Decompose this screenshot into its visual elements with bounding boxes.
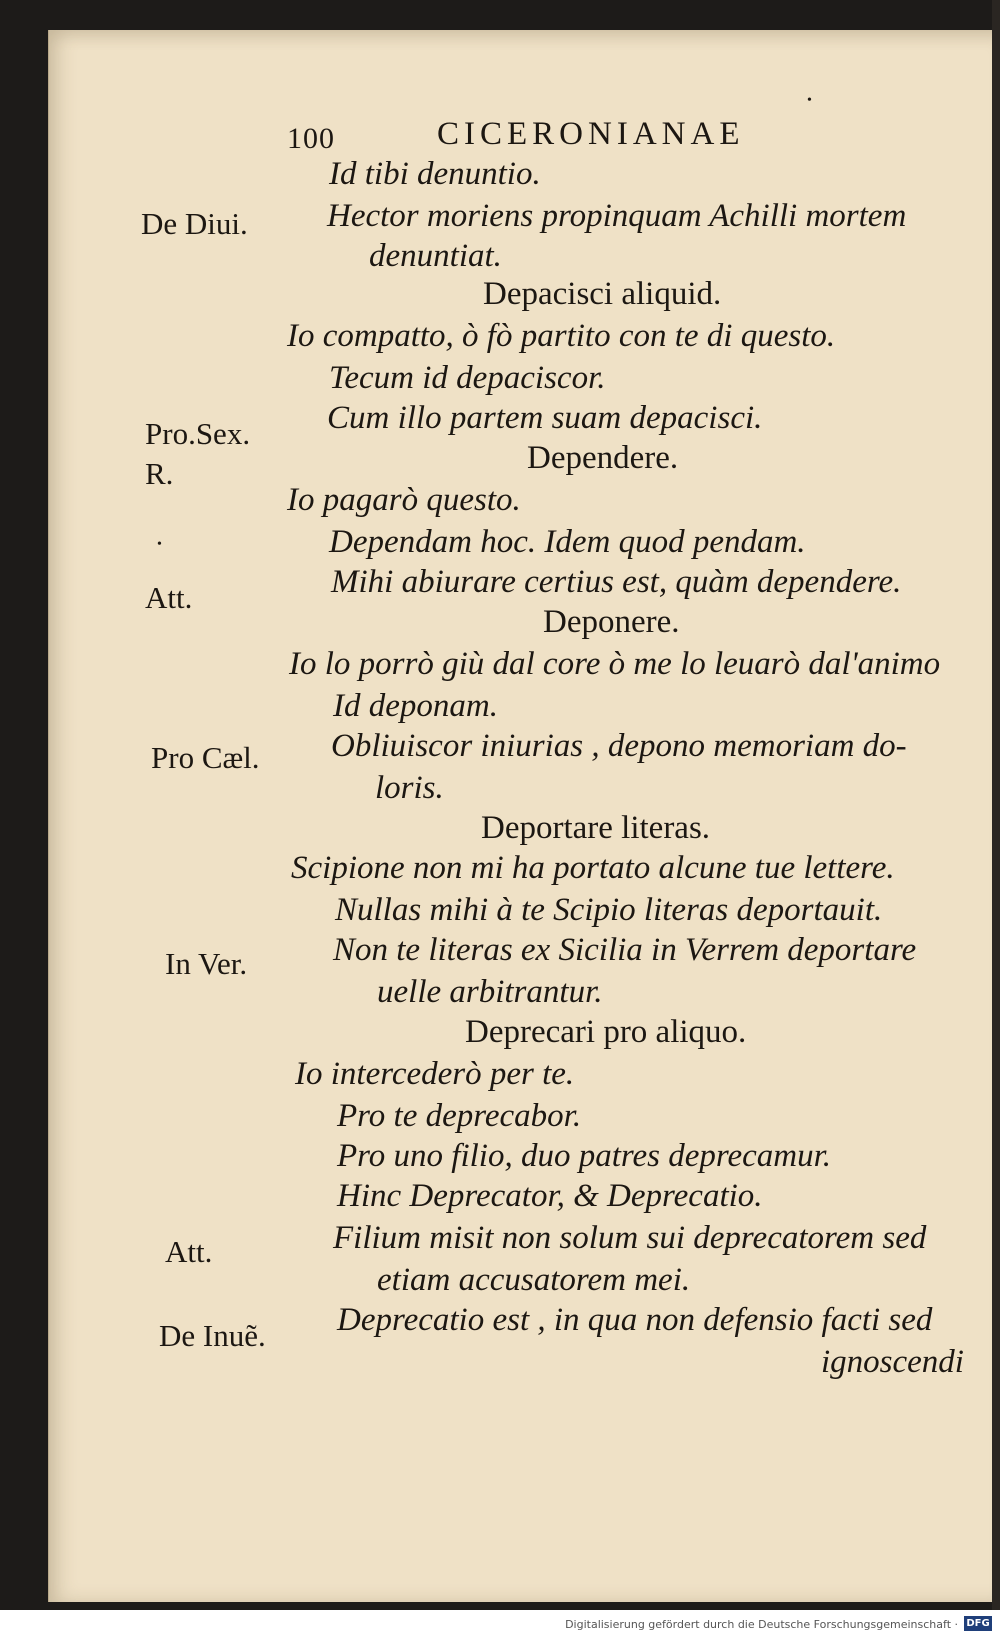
- text-line: denuntiat.: [369, 238, 502, 274]
- ink-speck: •: [807, 93, 812, 108]
- text-line: Hinc Deprecator, & Deprecatio.: [337, 1178, 763, 1214]
- section-heading: Deportare literas.: [481, 810, 711, 846]
- margin-note: De Diui.: [141, 206, 248, 241]
- margin-note: In Ver.: [165, 946, 248, 981]
- text-line: loris.: [375, 770, 444, 806]
- text-line: Non te literas ex Sicilia in Verrem deportare: [333, 932, 917, 968]
- text-line: Id tibi denuntio.: [329, 156, 541, 192]
- text-line: uelle arbitrantur.: [377, 974, 603, 1010]
- page-number: 100: [287, 122, 335, 155]
- text-line: Obliuiscor iniurias , depono memoriam do-: [331, 728, 907, 764]
- page-edge: [992, 0, 1000, 1610]
- text-line: Io lo porrò giù dal core ò me lo leuarò dal'animo: [289, 646, 941, 682]
- text-line: Io intercederò per te.: [295, 1056, 575, 1092]
- text-line: Scipione non mi ha portato alcune tue lettere.: [291, 850, 895, 886]
- text-line: Pro uno filio, duo patres deprecamur.: [337, 1138, 832, 1174]
- margin-note: De Inuẽ.: [159, 1318, 266, 1353]
- text-line: Filium misit non solum sui deprecatorem sed: [333, 1220, 927, 1256]
- text-line: etiam accusatorem mei.: [377, 1262, 691, 1298]
- section-heading: Depacisci aliquid.: [483, 276, 722, 312]
- footer-bar: [0, 1610, 1000, 1638]
- text-line: Mihi abiurare certius est, quàm dependere.: [331, 564, 902, 600]
- text-line: Hector moriens propinquam Achilli mortem: [327, 198, 907, 234]
- running-title: CICERONIANAE: [437, 116, 745, 152]
- text-line: Io compatto, ò fò partito con te di questo.: [287, 318, 836, 354]
- text-line: Pro te deprecabor.: [337, 1098, 582, 1134]
- text-line: Deprecatio est , in qua non defensio facti sed: [337, 1302, 933, 1338]
- margin-note: Att.: [145, 580, 193, 615]
- text-line: ignoscendi: [821, 1344, 964, 1380]
- funding-credit: Digitalisierung gefördert durch die Deutsche Forschungsgemeinschaft ·: [565, 1618, 958, 1631]
- dfg-logo-icon: DFG: [964, 1616, 992, 1631]
- section-heading: Deprecari pro aliquo.: [465, 1014, 747, 1050]
- margin-note: Pro.Sex. R.: [145, 416, 251, 491]
- section-heading: Dependere.: [527, 440, 679, 476]
- section-heading: Deponere.: [543, 604, 680, 640]
- ink-speck: •: [157, 537, 162, 552]
- text-line: Cum illo partem suam depacisci.: [327, 400, 763, 436]
- text-line: Nullas mihi à te Scipio literas deportauit.: [335, 892, 883, 928]
- text-line: Tecum id depaciscor.: [329, 360, 606, 396]
- margin-note: Pro Cæl.: [151, 740, 260, 775]
- margin-note: Att.: [165, 1234, 213, 1269]
- text-line: Io pagarò questo.: [287, 482, 521, 518]
- book-page: [48, 30, 1000, 1602]
- text-line: Id deponam.: [333, 688, 498, 724]
- text-line: Dependam hoc. Idem quod pendam.: [329, 524, 806, 560]
